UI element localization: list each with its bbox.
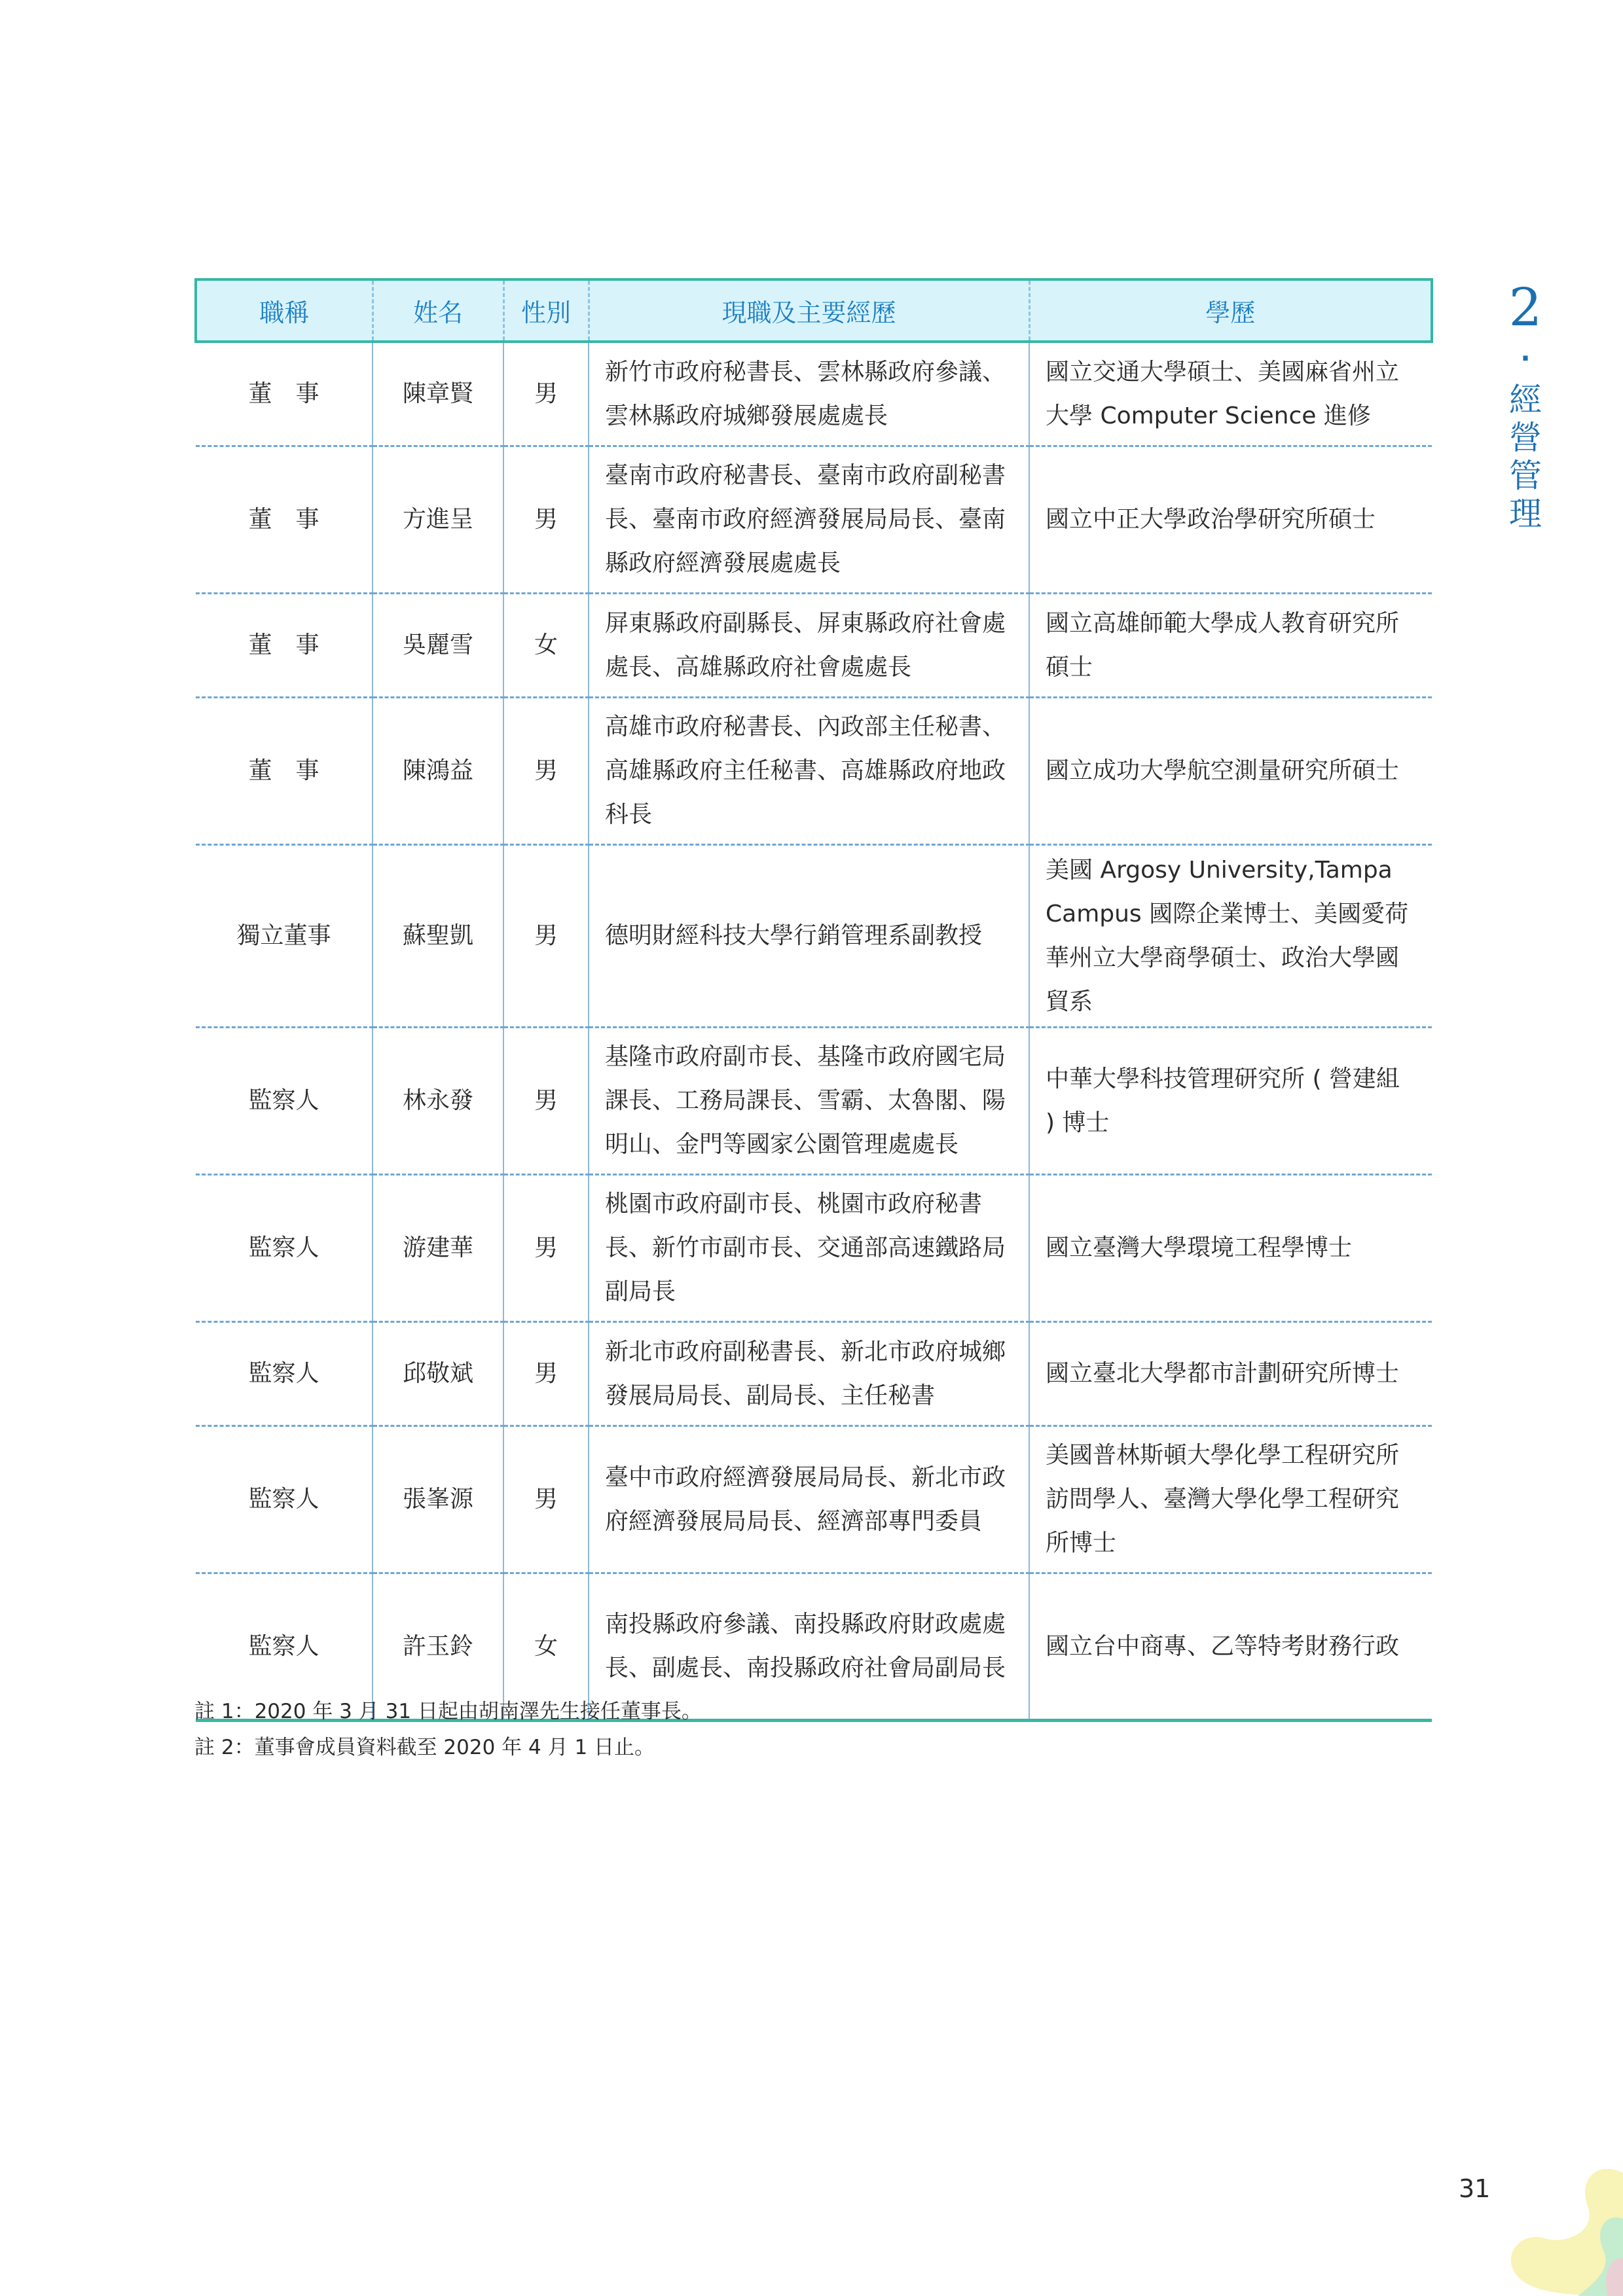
- cell-education: 國立高雄師範大學成人教育研究所碩士: [1029, 593, 1432, 697]
- cell-title: 董 事: [196, 342, 373, 446]
- chapter-marker: [1506, 275, 1545, 533]
- cell-gender: 女: [503, 593, 589, 697]
- table-notes: [194, 1694, 702, 1766]
- cell-name: 邱敬斌: [373, 1321, 503, 1426]
- page-number: 31: [1459, 2174, 1491, 2203]
- table-row: [196, 844, 1432, 1027]
- cell-education: 中華大學科技管理研究所 ( 營建組 ) 博士: [1029, 1027, 1432, 1174]
- cell-gender: 男: [503, 342, 589, 446]
- cell-gender: 女: [503, 1573, 589, 1720]
- table-row: [196, 342, 1432, 446]
- chapter-number: 2: [1508, 277, 1542, 338]
- cell-experience: 新竹市政府秘書長、雲林縣政府參議、雲林縣政府城鄉發展處處長: [589, 342, 1029, 446]
- cell-education: 國立中正大學政治學研究所碩士: [1029, 446, 1432, 593]
- header-education: 學歷: [1029, 279, 1432, 342]
- note-2: 註 2：董事會成員資料截至 2020 年 4 月 1 日止。: [194, 1736, 655, 1759]
- cell-gender: 男: [503, 697, 589, 844]
- table-row: [196, 1426, 1432, 1573]
- chapter-title: 經營管理: [1509, 381, 1542, 533]
- cell-gender: 男: [503, 1426, 589, 1573]
- cell-name: 陳章賢: [373, 342, 503, 446]
- cell-title: 監察人: [196, 1027, 373, 1174]
- header-name: 姓名: [373, 279, 503, 342]
- cell-education: 美國 Argosy University,Tampa Campus 國際企業博士、美國愛荷華州立大學商學碩士、政治大學國貿系: [1029, 844, 1432, 1027]
- cell-title: 監察人: [196, 1426, 373, 1573]
- cell-name: 游建華: [373, 1174, 503, 1321]
- table-row: [196, 1321, 1432, 1426]
- cell-title: 董 事: [196, 697, 373, 844]
- header-title: 職稱: [196, 279, 373, 342]
- cell-experience: 臺中市政府經濟發展局局長、新北市政府經濟發展局局長、經濟部專門委員: [589, 1426, 1029, 1573]
- cell-experience: 桃園市政府副市長、桃園市政府秘書長、新竹市副市長、交通部高速鐵路局副局長: [589, 1174, 1029, 1321]
- table-row: [196, 446, 1432, 593]
- cell-experience: 屏東縣政府副縣長、屏東縣政府社會處處長、高雄縣政府社會處處長: [589, 593, 1029, 697]
- table-row: [196, 593, 1432, 697]
- cell-gender: 男: [503, 1321, 589, 1426]
- chapter-dot: ·: [1520, 344, 1531, 374]
- cell-gender: 男: [503, 844, 589, 1027]
- cell-name: 陳鴻益: [373, 697, 503, 844]
- cell-title: 董 事: [196, 446, 373, 593]
- cell-education: 美國普林斯頓大學化學工程研究所訪問學人、臺灣大學化學工程研究所博士: [1029, 1426, 1432, 1573]
- header-experience: 現職及主要經歷: [589, 279, 1029, 342]
- cell-education: 國立臺灣大學環境工程學博士: [1029, 1174, 1432, 1321]
- cell-experience: 臺南市政府秘書長、臺南市政府副秘書長、臺南市政府經濟發展局局長、臺南縣政府經濟發展處處長: [589, 446, 1029, 593]
- cell-education: 國立臺北大學都市計劃研究所博士: [1029, 1321, 1432, 1426]
- cell-name: 吳麗雪: [373, 593, 503, 697]
- cell-title: 監察人: [196, 1321, 373, 1426]
- cell-title: 監察人: [196, 1573, 373, 1720]
- cell-gender: 男: [503, 1027, 589, 1174]
- table-header-row: [196, 279, 1432, 342]
- cell-experience: 新北市政府副秘書長、新北市政府城鄉發展局局長、副局長、主任秘書: [589, 1321, 1029, 1426]
- table-row: [196, 1174, 1432, 1321]
- cell-title: 監察人: [196, 1174, 373, 1321]
- header-gender: 性別: [503, 279, 589, 342]
- corner-decoration: [1447, 2147, 1623, 2296]
- cell-experience: 基隆市政府副市長、基隆市政府國宅局課長、工務局課長、雪霸、太魯閣、陽明山、金門等國家公園管理處處長: [589, 1027, 1029, 1174]
- table-row: [196, 1027, 1432, 1174]
- cell-gender: 男: [503, 446, 589, 593]
- cell-education: 國立成功大學航空測量研究所碩士: [1029, 697, 1432, 844]
- cell-name: 蘇聖凱: [373, 844, 503, 1027]
- cell-experience: 南投縣政府參議、南投縣政府財政處處長、副處長、南投縣政府社會局副局長: [589, 1573, 1029, 1720]
- board-members-table: [194, 278, 1433, 1722]
- cell-gender: 男: [503, 1174, 589, 1321]
- cell-title: 董 事: [196, 593, 373, 697]
- table-row: [196, 697, 1432, 844]
- cell-education: 國立交通大學碩士、美國麻省州立大學 Computer Science 進修: [1029, 342, 1432, 446]
- cell-name: 許玉鈴: [373, 1573, 503, 1720]
- cell-name: 方進呈: [373, 446, 503, 593]
- cell-name: 張峯源: [373, 1426, 503, 1573]
- cell-name: 林永發: [373, 1027, 503, 1174]
- cell-title: 獨立董事: [196, 844, 373, 1027]
- note-1: 註 1：2020 年 3 月 31 日起由胡南澤先生接任董事長。: [194, 1700, 702, 1723]
- cell-experience: 德明財經科技大學行銷管理系副教授: [589, 844, 1029, 1027]
- cell-experience: 高雄市政府秘書長、內政部主任秘書、高雄縣政府主任秘書、高雄縣政府地政科長: [589, 697, 1029, 844]
- cell-education: 國立台中商專、乙等特考財務行政: [1029, 1573, 1432, 1720]
